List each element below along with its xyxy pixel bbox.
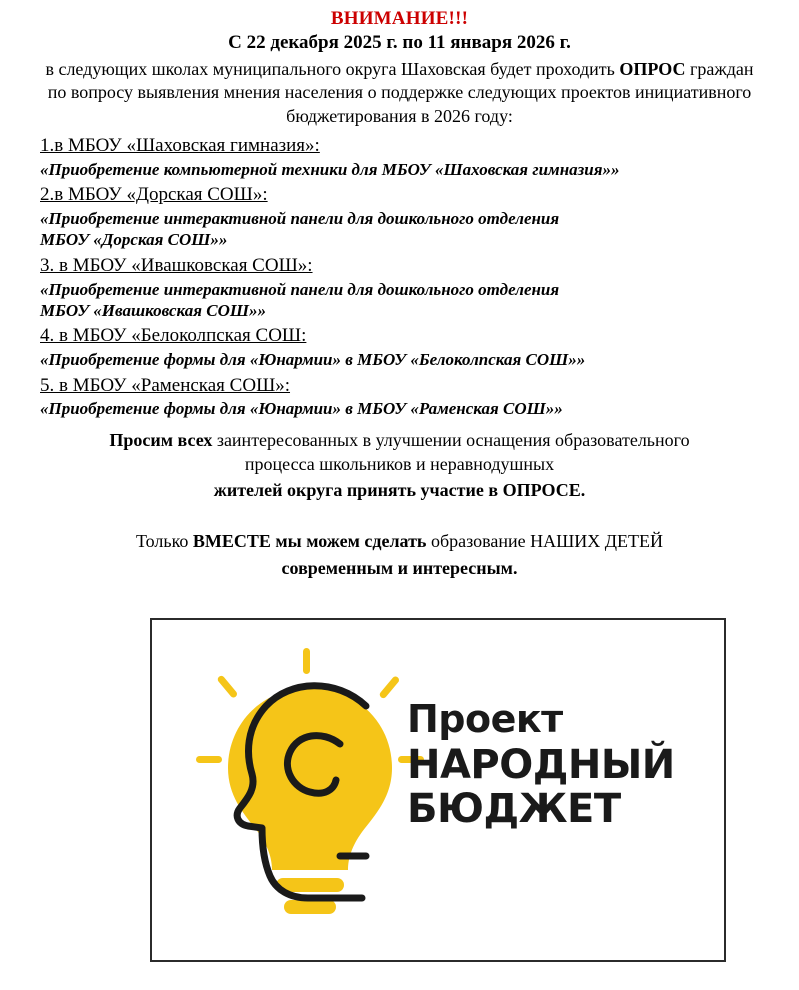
intro-text-part2: граждан по вопросу выявления мнения населения о поддержке следующих проектов инициативного бюджетирования в 2026 году: [47,59,754,126]
intro-text-opros: ОПРОС [619,59,686,79]
school-item-2-line2: МБОУ «Дорская СОШ»» [40,230,228,250]
together-bold: ВМЕСТЕ мы можем сделать [192,530,427,551]
school-heading-2 [40,183,799,207]
school-heading-5 [40,374,799,398]
together-line-1 [60,529,739,554]
school-item-5-line1: «Приобретение формы для «Юнармии» в МБОУ «Раменская СОШ»» [40,399,563,419]
logo-line-2: НАРОДНЫЙ [407,741,675,788]
logo-frame [150,618,726,962]
school-item-4-line1: «Приобретение формы для «Юнармии» в МБОУ «Белоколпская СОШ»» [40,350,586,370]
school-heading-1-text: 1.в МБОУ «Шаховская гимназия»: [40,135,320,157]
school-heading-3-text: 3. в МБОУ «Ивашковская СОШ»: [40,254,313,276]
school-heading-4-text: 4. в МБОУ «Белоколпская СОШ: [40,325,307,347]
appeal-rest: заинтересованных в улучшении оснащения образовательного [212,429,690,450]
together-part2: образование НАШИХ ДЕТЕЙ [426,530,664,551]
schools-list [40,134,799,420]
school-heading-5-text: 5. в МБОУ «Раменская СОШ»: [40,374,291,396]
school-item-3 [40,279,799,322]
lightbulb-head-icon [190,648,430,928]
poster-page [0,8,799,990]
appeal-line-2: процесса школьников и неравнодушных [244,454,555,475]
logo-line-1: Проект [407,697,563,741]
school-heading-1 [40,134,799,158]
logo-inner [152,620,724,960]
intro-text-part1: в следующих школах муниципального округа Шаховская будет проходить [45,59,620,79]
school-item-1-line1: «Приобретение компьютерной техники для МБОУ «Шаховская гимназия»» [40,159,620,179]
survey-period: С 22 декабря 2025 г. по 11 января 2026 г. [228,32,571,53]
school-heading-4 [40,324,799,348]
school-item-2 [40,208,799,251]
appeal-line-3: жителей округа принять участие в ОПРОСЕ. [213,480,586,501]
school-item-2-line1: «Приобретение интерактивной панели для дошкольного отделения [40,209,560,229]
appeal-line-1 [34,428,765,452]
logo-wordmark [407,697,717,832]
together-part1: Только [135,530,193,551]
school-item-3-line1: «Приобретение интерактивной панели для дошкольного отделения [40,279,560,299]
together-line-2: современным и интересным. [281,557,518,578]
logo-line-3: БЮДЖЕТ [407,785,621,832]
school-item-3-line2: МБОУ «Ивашковская СОШ»» [40,301,266,321]
school-heading-3 [40,254,799,278]
school-heading-2-text: 2.в МБОУ «Дорская СОШ»: [40,184,268,206]
intro-paragraph [42,58,757,128]
school-item-5 [40,398,799,419]
school-item-4 [40,349,799,370]
school-item-1 [40,159,799,180]
attention-heading: ВНИМАНИЕ!!! [330,8,469,29]
appeal-bold: Просим всех [109,429,213,450]
